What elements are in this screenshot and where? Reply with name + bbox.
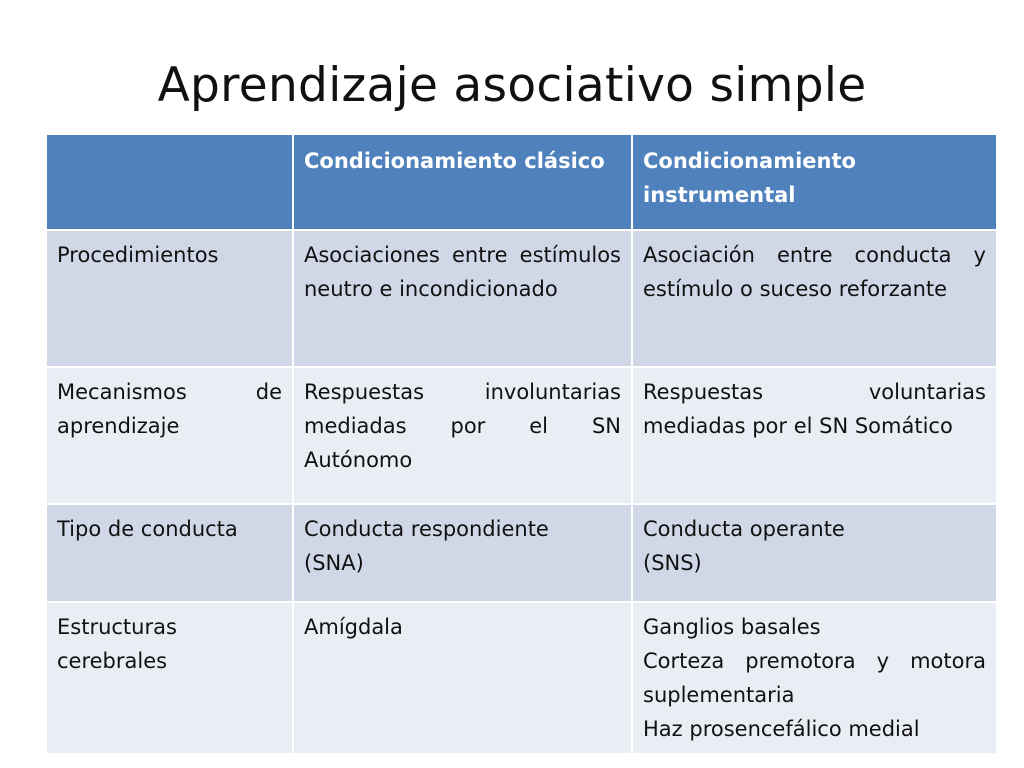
- header-cell-instrumental: Condicionamiento instrumental: [632, 134, 997, 230]
- cell-line: Ganglios basales: [643, 615, 821, 639]
- cell-line: Conducta operante: [643, 517, 845, 541]
- cell-line: Haz prosencefálico medial: [643, 717, 920, 741]
- instrumental-cell: [632, 504, 997, 602]
- cell-line: (SNS): [643, 551, 702, 575]
- slide-title: Aprendizaje asociativo simple: [157, 58, 867, 113]
- instrumental-cell: Respuestas voluntarias mediadas por el SN Somático: [632, 367, 997, 504]
- table-header-row: [46, 134, 997, 230]
- row-label-cell: Procedimientos: [46, 230, 293, 367]
- cell-line: Conducta respondiente: [304, 517, 549, 541]
- clasico-cell: Asociaciones entre estímulos neutro e incondicionado: [293, 230, 632, 367]
- clasico-cell: [293, 504, 632, 602]
- instrumental-cell: Asociación entre conducta y estímulo o suceso reforzante: [632, 230, 997, 367]
- table-row: [46, 367, 997, 504]
- header-cell-empty: [46, 134, 293, 230]
- row-label-cell: Tipo de conducta: [46, 504, 293, 602]
- instrumental-cell: [632, 602, 997, 754]
- table-row: [46, 504, 997, 602]
- row-label-cell: Mecanismos de aprendizaje: [46, 367, 293, 504]
- row-label-cell: Estructuras cerebrales: [46, 602, 293, 754]
- clasico-cell: Respuestas involuntarias mediadas por el SN Autónomo: [293, 367, 632, 504]
- comparison-table: [45, 133, 998, 755]
- cell-line: Corteza premotora y motora suplementaria: [643, 649, 986, 707]
- clasico-cell: Amígdala: [293, 602, 632, 754]
- header-cell-clasico: Condicionamiento clásico: [293, 134, 632, 230]
- cell-line: (SNA): [304, 551, 364, 575]
- table-row: [46, 602, 997, 754]
- table-row: [46, 230, 997, 367]
